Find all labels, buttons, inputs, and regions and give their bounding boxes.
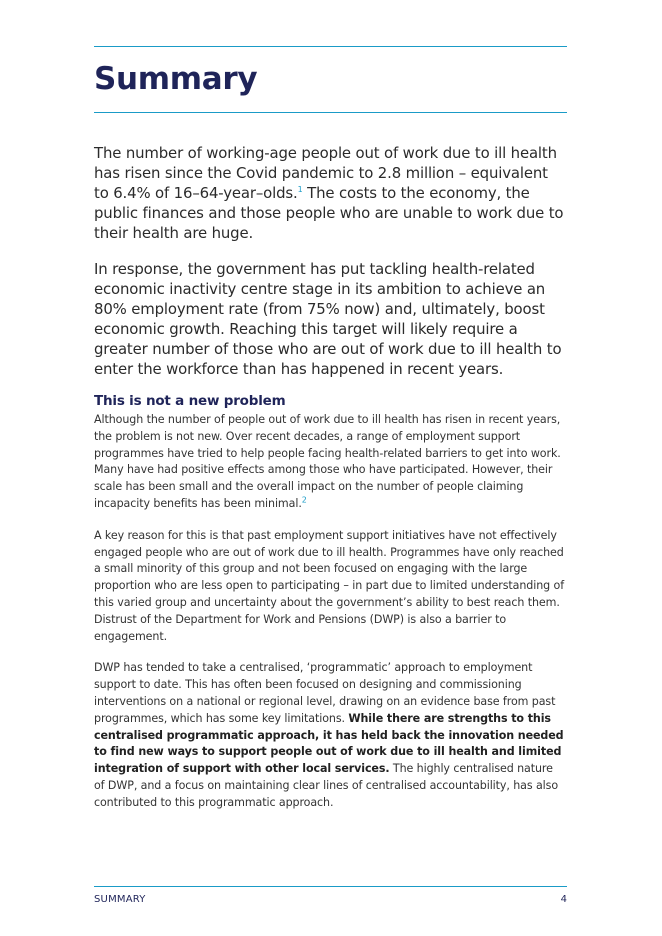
body-paragraph-3-bold: While there are strengths to this centralised programmatic approach, it has held back the innovation needed to find new ways to support people out of work due to ill health and limited integration of support with other local services. [94, 711, 564, 776]
body-paragraph-1-text: Although the number of people out of work due to ill health has risen in recent years, the problem is not new. Over recent decades, a range of employment support programmes have tried to help people facing health-related barriers to get into work. Many have had positive effects among those who have participated. However, their scale has been small and the overall impact on the number of people claiming incapacity benefits has been minimal. [94, 413, 561, 510]
lead-paragraph-1-continued: The costs to the economy, the public finances and those people who are unable to work due to their health are huge. [94, 184, 564, 242]
title-divider [94, 112, 567, 113]
lead-paragraph-2: In response, the government has put tackling health-related economic inactivity centre stage in its ambition to achieve an 80% employment rate (from 75% now) and, ultimately, boost economic growth. Reaching this target will likely require a greater number of those who are out of work due to ill health to enter the workforce than has happened in recent years. [94, 260, 562, 378]
lead-paragraph-1 [94, 143, 566, 243]
page-number: 4 [560, 894, 567, 905]
footer-section-label: SUMMARY [94, 894, 146, 905]
page-title: Summary [94, 61, 258, 97]
body-paragraph-3-start: DWP has tended to take a centralised, ‘programmatic’ approach to employment support to date. This has often been focused on designing and commissioning interventions on a national or regional level, drawing on an evidence base from past programmes, which has some key limitations. [94, 661, 556, 725]
section-heading: This is not a new problem [94, 393, 286, 409]
footnote-ref-1[interactable]: 1 [297, 185, 303, 195]
main-content [94, 143, 566, 827]
body-paragraph-3 [94, 660, 566, 811]
footnote-ref-2[interactable]: 2 [301, 495, 307, 505]
lead-paragraph-1-text: The number of working-age people out of work due to ill health has risen since the Covid pandemic to 2.8 million – equivalent to 6.4% of 16–64-year–olds. [94, 144, 557, 202]
body-paragraph-2: A key reason for this is that past employment support initiatives have not effectively engaged people who are out of work due to ill health. Programmes have only reached a small minority of this group and not been focused on engaging with the large proportion who are less open to participating – in part due to limited understanding of this varied group and uncertainty about the government’s ability to best reach them. Distrust of the Department for Work and Pensions (DWP) is also a barrier to engagement. [94, 528, 564, 643]
top-divider [94, 46, 567, 47]
body-paragraph-1 [94, 412, 566, 513]
footer-divider [94, 886, 567, 887]
body-paragraph-3-end: The highly centralised nature of DWP, and a focus on maintaining clear lines of centralised accountability, has also contributed to this programmatic approach. [94, 762, 559, 809]
